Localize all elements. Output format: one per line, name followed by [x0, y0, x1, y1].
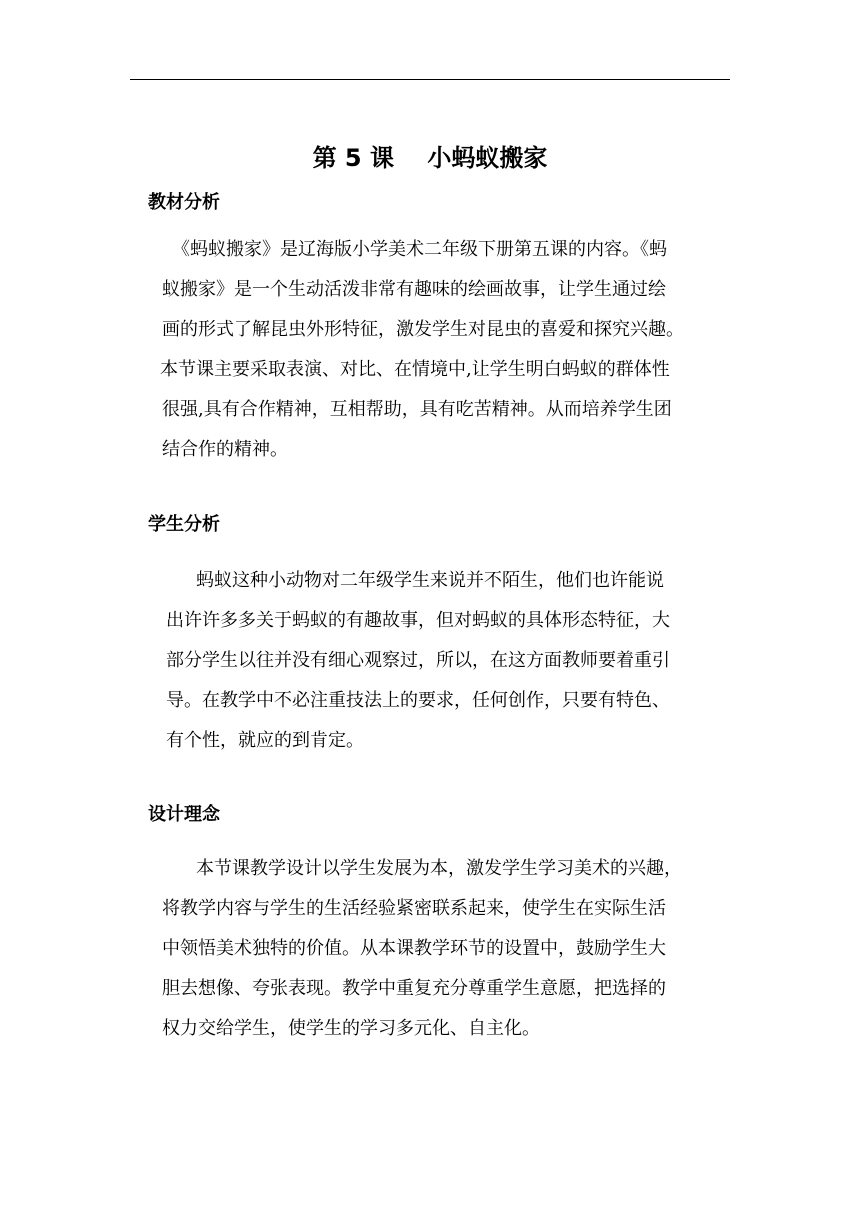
section-heading-material-analysis: 教材分析 [148, 192, 220, 213]
paragraph-line: 出许许多多关于蚂蚁的有趣故事，但对蚂蚁的具体形态特征，大 [166, 610, 670, 631]
section-heading-design-concept: 设计理念 [148, 804, 220, 825]
paragraph-line: 《蚂蚁搬家》是辽海版小学美术二年级下册第五课的内容。《蚂 [172, 239, 667, 260]
paragraph-line: 胆去想像、夸张表现。教学中重复充分尊重学生意愿，把选择的 [162, 978, 666, 999]
paragraph-material-analysis [162, 230, 684, 470]
paragraph-line: 蚁搬家》是一个生动活泼非常有趣味的绘画故事，让学生通过绘 [162, 279, 666, 300]
paragraph-student-analysis [166, 561, 670, 761]
paragraph-line: 中领悟美术独特的价值。从本课教学环节的设置中，鼓励学生大 [162, 938, 666, 959]
paragraph-line: 本节课教学设计以学生发展为本，激发学生学习美术的兴趣， [196, 858, 682, 879]
paragraph-line: 导。在教学中不必注重技法上的要求，任何创作，只要有特色、 [166, 690, 670, 711]
paragraph-design-concept [162, 849, 682, 1049]
paragraph-line: 画的形式了解昆虫外形特征，激发学生对昆虫的喜爱和探究兴趣。 [162, 319, 684, 340]
paragraph-line: 将教学内容与学生的生活经验紧密联系起来，使学生在实际生活 [162, 898, 666, 919]
paragraph-line: 本节课主要采取表演、对比、在情境中,让学生明白蚂蚁的群体性 [160, 359, 670, 380]
paragraph-line: 部分学生以往并没有细心观察过，所以，在这方面教师要着重引 [166, 650, 670, 671]
paragraph-line: 结合作的精神。 [162, 439, 288, 460]
paragraph-line: 权力交给学生，使学生的学习多元化、自主化。 [162, 1018, 540, 1039]
header-rule [130, 79, 730, 80]
section-heading-student-analysis: 学生分析 [148, 514, 220, 535]
paragraph-line: 很强,具有合作精神，互相帮助，具有吃苦精神。从而培养学生团 [162, 399, 672, 420]
paragraph-line: 有个性，就应的到肯定。 [166, 730, 364, 751]
page-title: 第 5 课 小蚂蚁搬家 [312, 144, 548, 172]
paragraph-line: 蚂蚁这种小动物对二年级学生来说并不陌生，他们也许能说 [196, 570, 664, 591]
